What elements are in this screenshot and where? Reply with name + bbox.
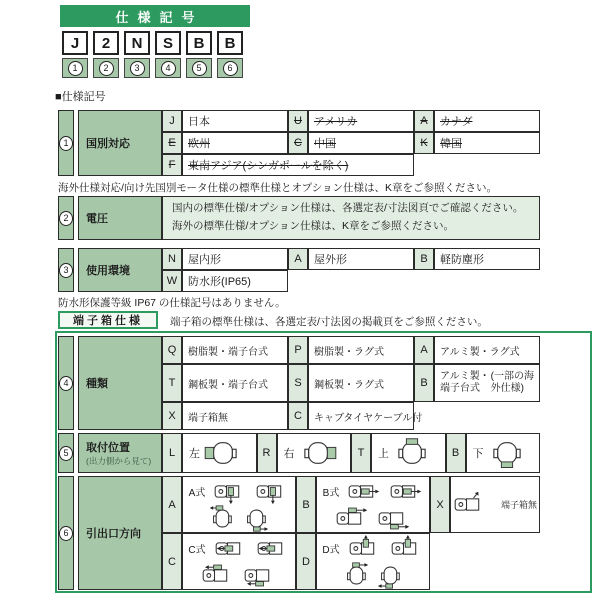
circled-number: 3 (59, 263, 73, 278)
index-box-2 (93, 58, 119, 78)
circled-number: 4 (59, 376, 73, 391)
value-cell: 防水形(IP65) (182, 270, 288, 292)
code-cell: N (162, 248, 182, 270)
code-cell: B (414, 248, 434, 270)
motor-mount-bottom-icon (487, 438, 527, 468)
code-cell: T (162, 364, 182, 402)
code-cell: X (162, 402, 182, 430)
motor-mount-right-icon (298, 438, 338, 468)
no-terminal-box-label: 端子箱無 (501, 500, 538, 510)
row-number-cell (58, 476, 74, 590)
code-cell: X (430, 476, 450, 533)
row-label-mount-position (78, 433, 162, 473)
circled-number: 2 (99, 61, 114, 76)
row-number-cell (58, 110, 74, 176)
index-box-1 (62, 58, 88, 78)
note-waterproof: 防水形保護等級 IP67 の仕様記号はありません。 (58, 297, 286, 309)
value-line2: (一部の海外仕様) (490, 370, 534, 394)
value-cell: カナダ (434, 110, 540, 132)
motor-lead-top-left-icon (201, 562, 235, 589)
code-box-3: N (124, 31, 150, 55)
row-label-lead-exit: 引出口方向 (78, 476, 162, 590)
value-cell: 韓国 (434, 132, 540, 154)
motor-lead-left-icon (214, 535, 248, 562)
value-cell: 日本 (182, 110, 288, 132)
value-cell: 樹脂製・ラグ式 (308, 336, 414, 364)
motor-lead-down-icon (255, 478, 289, 505)
row-number-cell (58, 196, 74, 240)
spacer (288, 270, 540, 292)
code-cell: C (288, 132, 308, 154)
table-lead-exit (58, 476, 540, 590)
index-box-3 (124, 58, 150, 78)
value-cell: 屋内形 (182, 248, 288, 270)
motor-end-lead-left-icon (377, 562, 403, 589)
motor-lead-right-icon (389, 478, 423, 505)
value-cell: アメリカ (308, 110, 414, 132)
spacer (414, 402, 540, 430)
circled-number: 5 (59, 446, 73, 461)
value-cell: 東南アジア(シンガポールを除く) (182, 154, 414, 176)
spec-code-indices (62, 58, 243, 78)
code-cell: R (257, 433, 277, 473)
diagram-cell-x (450, 476, 540, 533)
code-cell: T (351, 433, 371, 473)
value-cell: 樹脂製・端子台式 (182, 336, 288, 364)
code-cell: U (288, 110, 308, 132)
motor-mount-top-icon (392, 438, 432, 468)
motor-lead-down-icon (213, 478, 247, 505)
code-cell: J (162, 110, 182, 132)
position-text: 下 (472, 448, 484, 460)
code-box-2: 2 (93, 31, 119, 55)
motor-lead-right-icon (347, 478, 381, 505)
motor-lead-bottom-left-icon (243, 562, 277, 589)
value-cell-bottom (466, 433, 541, 473)
value-cell: アルミ製・ラグ式 (434, 336, 540, 364)
table-mount-position (58, 433, 540, 473)
spec-code-boxes (62, 31, 243, 55)
code-cell: E (162, 132, 182, 154)
value-cell: 端子箱無 (182, 402, 288, 430)
motor-lead-up-icon (390, 535, 424, 562)
code-cell: L (162, 433, 182, 473)
value-line1: アルミ製・端子台式 (440, 370, 490, 394)
position-text: 右 (283, 448, 295, 460)
code-cell: C (162, 533, 182, 590)
position-text: 左 (189, 448, 200, 460)
code-cell: S (288, 364, 308, 402)
code-cell: B (296, 476, 316, 533)
table-country (58, 110, 540, 176)
code-cell: W (162, 270, 182, 292)
diagram-cell-c (182, 533, 296, 590)
table-environment (58, 248, 540, 292)
code-cell: D (296, 533, 316, 590)
motor-lead-bottom-right-icon (377, 505, 411, 532)
value-cell: キャブタイヤケーブル付 (308, 402, 414, 430)
voltage-note-cell (162, 196, 540, 240)
value-cell-top (371, 433, 446, 473)
diagram-cell-b (316, 476, 430, 533)
voltage-note-line2: 海外の標準仕様/オプション仕様は、K章をご参照ください。 (172, 220, 454, 232)
value-cell: 欧州 (182, 132, 288, 154)
diagram-cell-a (182, 476, 296, 533)
motor-end-lead-left-icon (209, 505, 235, 532)
motor-end-lead-right-icon (243, 505, 269, 532)
motor-no-terminal-box-icon (453, 491, 487, 518)
value-cell-right (277, 433, 352, 473)
row-number-cell (58, 336, 74, 430)
code-cell: B (414, 364, 434, 402)
code-box-4: S (155, 31, 181, 55)
code-cell: A (162, 476, 182, 533)
mount-position-sublabel: (出力側から見て) (86, 456, 152, 466)
circled-number: 6 (59, 526, 73, 541)
code-box-6: B (217, 31, 243, 55)
code-cell: A (288, 248, 308, 270)
spacer (430, 533, 540, 590)
motor-lead-top-right-icon (335, 505, 369, 532)
row-label-country: 国別対応 (78, 110, 162, 176)
terminal-box-tag: 端子箱仕様 (58, 311, 158, 329)
code-cell: F (162, 154, 182, 176)
page-title: 仕様記号 (60, 5, 250, 27)
table-voltage (58, 196, 540, 240)
value-cell-left (182, 433, 257, 473)
code-cell: A (414, 110, 434, 132)
row-number-cell (58, 433, 74, 473)
spacer (414, 154, 540, 176)
terminal-box-note: 端子箱の標準仕様は、各選定表/寸法図の掲載頁をご参照ください。 (170, 316, 488, 328)
index-box-5 (186, 58, 212, 78)
position-text: 上 (378, 448, 389, 460)
code-cell: B (446, 433, 466, 473)
circled-number: 2 (59, 211, 73, 226)
circled-number: 1 (68, 61, 83, 76)
value-cell: 中国 (308, 132, 414, 154)
index-box-6 (217, 58, 243, 78)
motor-mount-left-icon (203, 438, 243, 468)
code-cell: A (414, 336, 434, 364)
style-label: A式 (188, 487, 206, 499)
value-cell (434, 364, 540, 402)
style-label: B式 (322, 487, 340, 499)
code-box-5: B (186, 31, 212, 55)
circled-number: 3 (130, 61, 145, 76)
style-label: D式 (322, 544, 340, 556)
row-number-cell (58, 248, 74, 292)
table-type (58, 336, 540, 430)
value-cell: 軽防塵形 (434, 248, 540, 270)
voltage-note-line1: 国内の標準仕様/オプション仕様は、各選定表/寸法図頁でご確認ください。 (172, 202, 524, 215)
section-heading: ■仕様記号 (55, 91, 106, 103)
row-label-type: 種類 (78, 336, 162, 430)
circled-number: 6 (223, 61, 238, 76)
code-cell: P (288, 336, 308, 364)
motor-end-lead-right-icon (343, 562, 369, 589)
code-box-1: J (62, 31, 88, 55)
row-label-environment: 使用環境 (78, 248, 162, 292)
circled-number: 1 (59, 136, 73, 151)
value-cell: 鋼板製・端子台式 (182, 364, 288, 402)
row-label-voltage: 電圧 (78, 196, 162, 240)
value-cell: 鋼板製・ラグ式 (308, 364, 414, 402)
note-overseas: 海外仕様対応/向け先国別モータ仕様の標準仕様とオプション仕様は、K章をご参照ください。 (58, 182, 498, 194)
code-cell: Q (162, 336, 182, 364)
diagram-cell-d (316, 533, 430, 590)
circled-number: 4 (161, 61, 176, 76)
mount-position-label: 取付位置 (86, 442, 130, 454)
style-label: C式 (188, 544, 206, 556)
circled-number: 5 (192, 61, 207, 76)
index-box-4 (155, 58, 181, 78)
motor-lead-up-icon (348, 535, 382, 562)
code-cell: C (288, 402, 308, 430)
code-cell: K (414, 132, 434, 154)
motor-lead-left-icon (256, 535, 290, 562)
value-cell: 屋外形 (308, 248, 414, 270)
